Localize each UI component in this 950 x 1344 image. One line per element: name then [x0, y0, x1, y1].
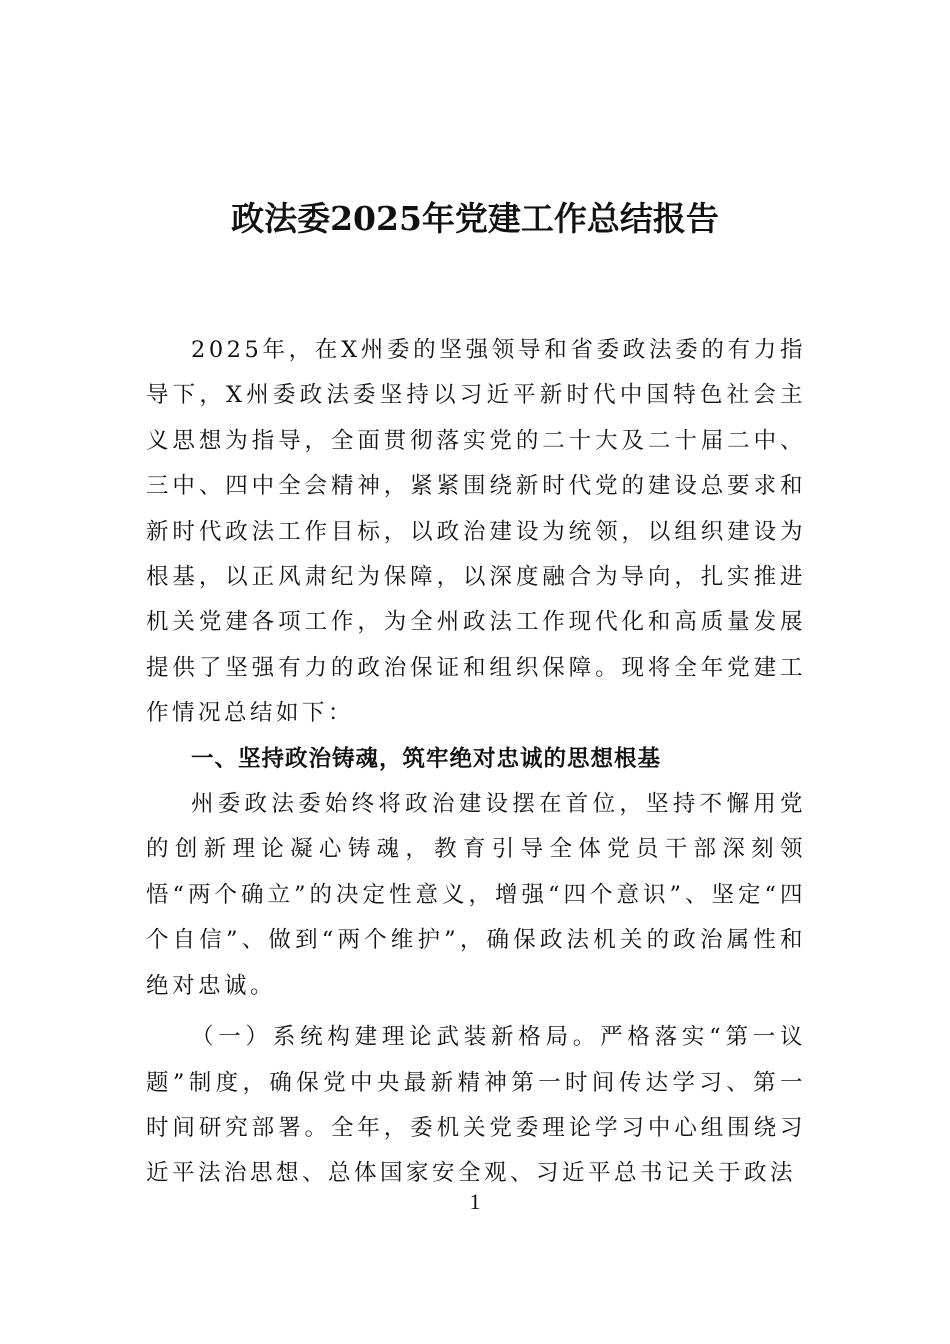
document-body [146, 328, 806, 1197]
subsection-1-paragraph: （一）系统构建理论武装新格局。严格落实“第一议题”制度，确保党中央最新精神第一时间传达学习、第一时间研究部署。全年，委机关党委理论学习中心组围绕习近平法治思想、总体国家安全观、习近平总书记关于政法 [146, 1024, 806, 1187]
document-title: 政法委2025年党建工作总结报告 [231, 199, 719, 238]
section-1-paragraph: 州委政法委始终将政治建设摆在首位，坚持不懈用党的创新理论凝心铸魂，教育引导全体党员干部深刻领悟“两个确立”的决定性意义，增强“四个意识”、坚定“四个自信”、做到“两个维护”，确保政法机关的政治属性和绝对忠诚。 [146, 791, 806, 999]
section-heading-1: 一、坚持政治铸魂，筑牢绝对忠诚的思想根基 [191, 745, 662, 772]
intro-paragraph: 2025年，在X州委的坚强领导和省委政法委的有力指导下，X州委政法委坚持以习近平新时代中国特色社会主义思想为指导，全面贯彻落实党的二十大及二十届二中、三中、四中全会精神，紧紧围绕新时代党的建设总要求和新时代政法工作目标，以政治建设为统领，以组织建设为根基，以正风肃纪为保障，以深度融合为导向，扎实推进机关党建各项工作，为全州政法工作现代化和高质量发展提供了坚强有力的政治保证和组织保障。现将全年党建工作情况总结如下： [146, 337, 806, 727]
page-number: 1 [469, 1189, 481, 1214]
